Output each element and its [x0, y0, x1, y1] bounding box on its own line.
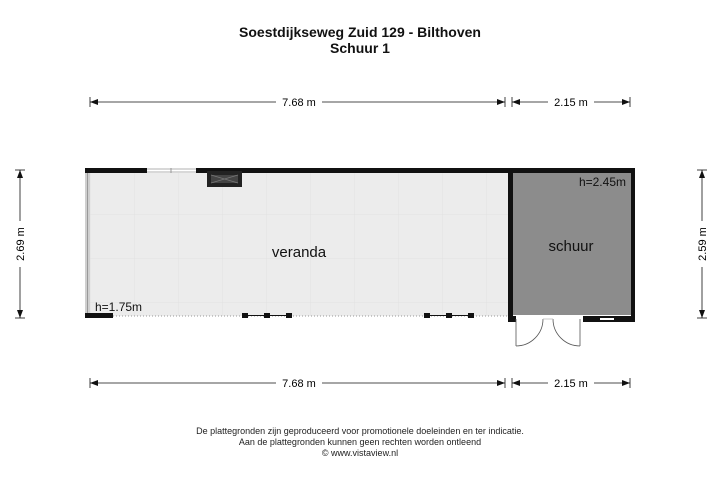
left-dimension-label: 2.69 m [15, 227, 27, 261]
copyright-link[interactable]: © www.vistaview.nl [321, 448, 399, 458]
bottom-right-dimension-label: 2.15 m [554, 378, 588, 390]
room-label-veranda: veranda [271, 244, 327, 261]
veranda-height-label: h=1.75m [95, 300, 143, 314]
bottom-dimension-right [512, 376, 630, 390]
address-title: Soestdijkseweg Zuid 129 - Bilthoven [239, 24, 481, 40]
schuur-window [596, 316, 618, 322]
room-label-schuur: schuur [548, 238, 594, 255]
bottom-left-dimension-label: 7.68 m [282, 378, 316, 390]
bottom-dimension-left [90, 376, 505, 390]
left-dimension [13, 170, 27, 318]
double-door-icon [516, 319, 580, 346]
top-dimension-right [512, 95, 630, 109]
top-left-dimension-label: 7.68 m [282, 97, 316, 109]
disclaimer-line-1: De plattegronden zijn geproduceerd voor promotionele doeleinden en ter indicatie. [196, 426, 524, 436]
right-dimension [695, 170, 709, 318]
building-subtitle: Schuur 1 [330, 40, 390, 56]
right-dimension-label: 2.59 m [697, 227, 709, 261]
schuur-height-label: h=2.45m [578, 175, 626, 189]
top-dimension-left [90, 95, 505, 109]
disclaimer-line-2: Aan de plattegronden kunnen geen rechten worden ontleend [238, 437, 482, 447]
stove-icon [207, 171, 242, 187]
top-right-dimension-label: 2.15 m [554, 97, 588, 109]
